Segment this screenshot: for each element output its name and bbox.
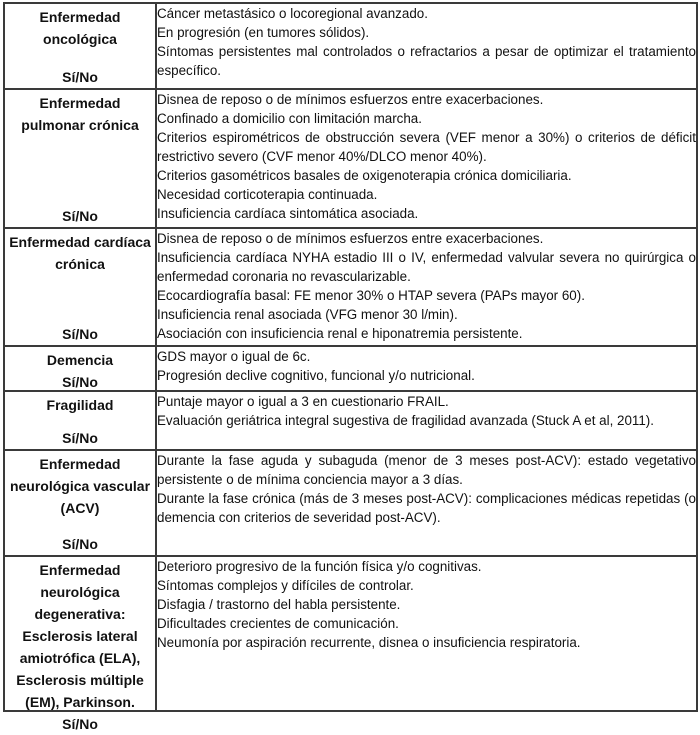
criteria-cell (156, 556, 697, 711)
table-row (4, 89, 697, 228)
criteria-cell (156, 450, 697, 556)
criteria-cell (156, 89, 697, 228)
table-row (4, 346, 697, 391)
yes-no-label: Sí/No (62, 374, 98, 390)
criteria-cell (156, 346, 697, 391)
condition-title-line: neurológica vascular (9, 478, 151, 494)
criterion-item: Asociación con insuficiencia renal e hiponatremia persistente. (157, 326, 523, 341)
condition-cell (4, 450, 156, 556)
table-row (4, 228, 697, 346)
criterion-item: Síntomas persistentes mal controlados o refractarios a pesar de optimizar el tratamiento específico. (157, 44, 696, 78)
condition-title-line: crónica (55, 256, 105, 272)
condition-title-line: Enfermedad (39, 9, 121, 25)
criterion-item: En progresión (en tumores sólidos). (157, 25, 370, 40)
criterion-item: Insuficiencia renal asociada (VFG menor 30 l/min). (157, 307, 458, 322)
condition-title (5, 559, 155, 713)
condition-cell (4, 89, 156, 228)
condition-title-line: oncológica (43, 31, 117, 47)
criteria-cell (156, 3, 697, 89)
condition-title-line: Demencia (46, 352, 114, 368)
criterion-item: GDS mayor o igual de 6c. (157, 349, 311, 364)
condition-cell (4, 3, 156, 89)
condition-title (5, 231, 155, 275)
criterion-item: Insuficiencia cardíaca NYHA estadio III o IV, enfermedad valvular severa no quirúrgica o enfermedad coronaria no revascularizable. (157, 250, 696, 284)
condition-title-line: degenerativa: (34, 606, 126, 622)
condition-title (5, 6, 155, 50)
criterion-item: Disfagia / trastorno del habla persistente. (157, 597, 401, 612)
criterion-item: Criterios espirométricos de obstrucción severa (VEF menor a 30%) o criterios de déficit restrictivo severo (CVF menor 40%/DLCO menor 40%). (157, 130, 696, 164)
yes-no-label: Sí/No (62, 326, 98, 342)
palliative-criteria-table (3, 2, 698, 732)
condition-title (5, 349, 155, 371)
condition-title-line: Enfermedad (39, 456, 121, 472)
yes-no-label: Sí/No (62, 208, 98, 224)
yes-no-label: Sí/No (62, 716, 98, 732)
condition-cell (4, 556, 156, 732)
criterion-item: Insuficiencia cardíaca sintomática asociada. (157, 206, 419, 221)
table-body (4, 3, 697, 732)
condition-cell (4, 391, 156, 450)
condition-title-line: Esclerosis múltiple (16, 672, 144, 688)
criterion-item: Cáncer metastásico o locoregional avanzado. (157, 6, 428, 21)
criterion-item: Progresión declive cognitivo, funcional y/o nutricional. (157, 368, 475, 383)
criteria-cell (156, 391, 697, 450)
criterion-item: Deterioro progresivo de la función física y/o cognitivas. (157, 559, 482, 574)
condition-title (5, 394, 155, 416)
condition-title-line: pulmonar crónica (21, 117, 139, 133)
table-row (4, 450, 697, 556)
criterion-item: Disnea de reposo o de mínimos esfuerzos entre exacerbaciones. (157, 231, 544, 246)
condition-title-line: amiotrófica (ELA), (19, 650, 141, 666)
table-row (4, 391, 697, 450)
yes-no-label: Sí/No (62, 69, 98, 85)
condition-title-line: Enfermedad (39, 95, 121, 111)
condition-title-line: Esclerosis lateral (22, 628, 138, 644)
condition-title-line: (ACV) (60, 500, 100, 516)
criterion-item: Disnea de reposo o de mínimos esfuerzos entre exacerbaciones. (157, 92, 544, 107)
condition-title-line: Enfermedad (39, 562, 121, 578)
criterion-item: Criterios gasométricos basales de oxigenoterapia crónica domiciliaria. (157, 168, 572, 183)
table-row (4, 556, 697, 711)
yes-no-label: Sí/No (62, 430, 98, 446)
condition-cell (4, 346, 156, 391)
table-row (4, 3, 697, 89)
condition-title-line: (EM), Parkinson. (25, 694, 135, 710)
criterion-item: Dificultades crecientes de comunicación. (157, 616, 399, 631)
condition-title (5, 92, 155, 136)
criterion-item: Puntaje mayor o igual a 3 en cuestionario FRAIL. (157, 394, 449, 409)
criterion-item: Necesidad corticoterapia continuada. (157, 187, 378, 202)
condition-cell (4, 228, 156, 346)
criterion-item: Evaluación geriátrica integral sugestiva de fragilidad avanzada (Stuck A et al, 2011). (157, 413, 654, 428)
criterion-item: Durante la fase aguda y subaguda (menor de 3 meses post-ACV): estado vegetativo persistente o de mínima conciencia mayor a 3 días. (157, 453, 696, 487)
condition-title-line: Enfermedad cardíaca (9, 234, 151, 250)
criteria-cell (156, 228, 697, 346)
yes-no-label: Sí/No (62, 536, 98, 552)
criterion-item: Confinado a domicilio con limitación marcha. (157, 111, 422, 126)
condition-title (5, 453, 155, 519)
criterion-item: Ecocardiografía basal: FE menor 30% o HTAP severa (PAPs mayor 60). (157, 288, 585, 303)
criterion-item: Neumonía por aspiración recurrente, disnea o insuficiencia respiratoria. (157, 635, 581, 650)
condition-title-line: Fragilidad (46, 397, 114, 413)
criterion-item: Síntomas complejos y difíciles de controlar. (157, 578, 414, 593)
criterion-item: Durante la fase crónica (más de 3 meses post-ACV): complicaciones médicas repetidas (o demencia con criterios de severidad post-ACV). (157, 491, 696, 525)
condition-title-line: neurológica (40, 584, 120, 600)
